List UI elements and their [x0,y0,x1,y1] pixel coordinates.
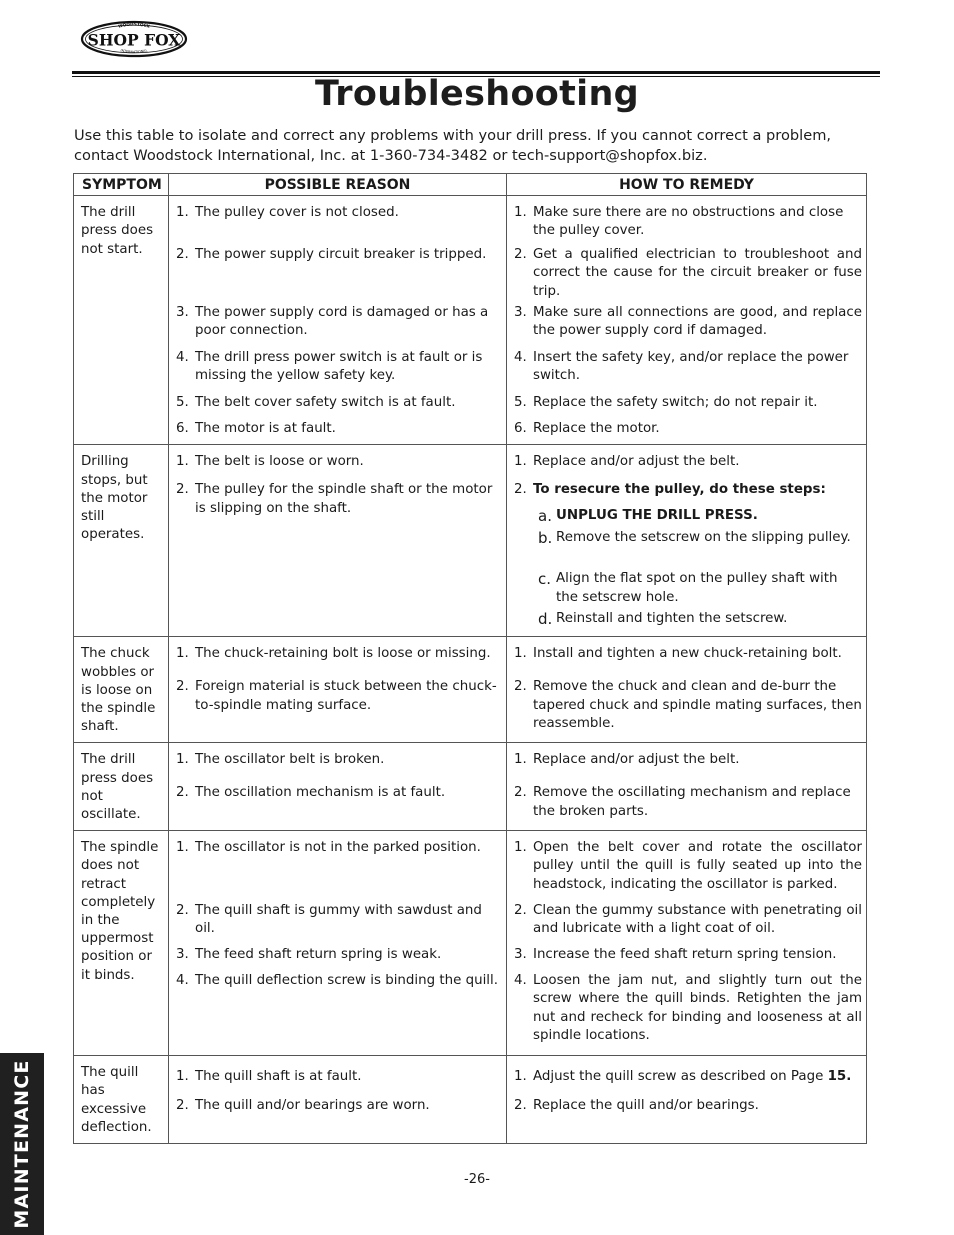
remedy-item [514,678,862,733]
step-item [538,570,862,610]
header-how-to-remedy: HOW TO REMEDY [507,174,867,196]
remedy-item [514,946,862,972]
item-text: The quill and/or bearings are worn. [195,1098,430,1114]
item-text: The power supply circuit breaker is tripped. [195,247,487,263]
item-text: To resecure the pulley, do these steps: [533,482,826,498]
item-number: 3. [514,305,527,321]
reason-item [176,453,502,481]
remedy-item [514,349,862,394]
remedy-item [514,453,862,481]
item-text: Get a qualified electrician to troubleshoot and correct the cause for the circuit breaker or fuse trip. [533,247,862,299]
reason-item [176,839,502,902]
reason-cell [169,196,507,445]
item-number: 1. [176,454,189,470]
item-number: 1. [514,205,527,221]
step-text: Remove the setscrew on the slipping pulley. [556,530,851,546]
item-text: The oscillator belt is broken. [195,752,385,768]
remedy-item [514,784,862,820]
item-text: The feed shaft return spring is weak. [195,947,442,963]
reason-item [176,946,502,972]
step-item [538,610,862,628]
step-letter: b. [538,529,553,548]
item-text: The pulley cover is not closed. [195,205,399,221]
item-text: The power supply cord is damaged or has a poor connection. [195,305,489,339]
remedy-item [514,1097,862,1115]
table-row [74,196,867,445]
table-header-row [74,174,867,196]
item-number: 3. [176,947,189,963]
item-number: 4. [514,973,527,989]
item-text: Make sure there are no obstructions and close the pulley cover. [533,205,844,239]
section-side-tab [0,1053,44,1235]
table-row [74,743,867,831]
remedy-item [514,304,862,349]
reason-item [176,1068,502,1097]
item-text: The oscillation mechanism is at fault. [195,785,446,801]
item-text: Replace and/or adjust the belt. [533,752,740,768]
item-text: Remove the chuck and clean and de-burr the tapered chuck and spindle mating surfaces, then reassemble. [533,679,862,731]
item-text: Remove the oscillating mechanism and replace the broken parts. [533,785,851,819]
reason-item [176,645,502,678]
item-text: The belt is loose or worn. [195,454,364,470]
item-text: The quill shaft is gummy with sawdust and oil. [195,903,482,937]
remedy-cell [507,831,867,1056]
side-tab-label: MAINTENANCE [11,1059,33,1229]
item-number: 2. [176,1098,189,1114]
item-number: 1. [514,752,527,768]
step-letter: c. [538,570,552,589]
symptom-cell: The drill press does not oscillate. [74,743,169,831]
symptom-cell: Drilling stops, but the motor still operates. [74,445,169,637]
table-row [74,445,867,637]
remedy-item [514,204,862,246]
item-number: 2. [514,903,527,919]
remedy-item [514,972,862,1045]
reason-item [176,246,502,304]
reason-item [176,204,502,246]
item-number: 2. [176,679,189,695]
item-number: 1. [176,205,189,221]
item-text: Clean the gummy substance with penetrating oil and lubricate with a light coat of oil. [533,903,862,937]
item-text: The quill shaft is at fault. [195,1069,362,1085]
item-text: Replace the quill and/or bearings. [533,1098,759,1114]
item-text: Adjust the quill screw as described on Page [533,1069,824,1085]
troubleshooting-table [73,173,867,1144]
reason-item [176,481,502,517]
symptom-cell: The drill press does not start. [74,196,169,445]
remedy-item [514,839,862,902]
remedy-item [514,1068,862,1097]
table-row [74,831,867,1056]
item-text: Make sure all connections are good, and replace the power supply cord if damaged. [533,305,862,339]
reason-item [176,420,502,438]
remedy-item [514,902,862,946]
reason-item [176,972,502,990]
remedy-item [514,246,862,304]
logo-brand-text: SHOP FOX [87,30,181,50]
reason-item [176,394,502,420]
header-symptom: SYMPTOM [74,174,169,196]
item-text: Increase the feed shaft return spring tension. [533,947,837,963]
table-row [74,1056,867,1144]
shop-fox-logo [80,18,188,60]
step-letter: d. [538,610,553,629]
item-number: 5. [176,395,189,411]
item-number: 2. [514,785,527,801]
symptom-cell: The quill has excessive deflection. [74,1056,169,1144]
item-number: 1. [514,646,527,662]
table-row [74,637,867,743]
item-number: 4. [514,350,527,366]
item-text: The motor is at fault. [195,421,336,437]
remedy-cell [507,196,867,445]
item-number: 5. [514,395,527,411]
remedy-cell [507,445,867,637]
reason-cell [169,445,507,637]
reason-cell [169,831,507,1056]
reason-item [176,1097,502,1115]
item-number: 3. [176,305,189,321]
item-number: 1. [176,1069,189,1085]
reason-item [176,902,502,946]
item-text: Loosen the jam nut, and slightly turn out the screw where the quill binds. Retighten the jam nut and recheck for binding and looseness at all spindle locations. [533,973,862,1043]
logo-top-arc: WOODSTOCK [117,21,151,29]
reason-cell [169,743,507,831]
item-number: 1. [514,840,527,856]
item-text: Replace the safety switch; do not repair it. [533,395,818,411]
reason-item [176,304,502,349]
item-text: Install and tighten a new chuck-retaining bolt. [533,646,842,662]
item-number: 2. [176,785,189,801]
remedy-item [514,645,862,678]
remedy-cell [507,1056,867,1144]
item-text: Replace the motor. [533,421,660,437]
reason-item [176,784,502,802]
reason-item [176,678,502,714]
item-text: The chuck-retaining bolt is loose or missing. [195,646,491,662]
logo-bottom-arc: INTERNATIONAL [120,48,148,55]
item-number: 1. [176,752,189,768]
item-number: 2. [514,482,527,498]
header-possible-reason: POSSIBLE REASON [169,174,507,196]
item-text: Replace and/or adjust the belt. [533,454,740,470]
page-number: -26- [464,1172,490,1187]
item-text: The quill deflection screw is binding the quill. [195,973,499,989]
reason-item [176,349,502,394]
remedy-item [514,394,862,420]
remedy-item [514,481,862,507]
remedy-cell [507,637,867,743]
item-text: Insert the safety key, and/or replace the power switch. [533,350,849,384]
item-number: 3. [514,947,527,963]
item-number: 6. [176,421,189,437]
item-number: 2. [176,903,189,919]
step-text: UNPLUG THE DRILL PRESS. [556,508,758,524]
item-text: The oscillator is not in the parked position. [195,840,481,856]
page-title: Troubleshooting [314,74,640,114]
item-text: Foreign material is stuck between the chuck-to-spindle mating surface. [195,679,497,713]
intro-paragraph: Use this table to isolate and correct any problems with your drill press. If you cannot correct a problem, contact Woodstock International, Inc. at 1-360-734-3482 or tech-support@shopfox.biz. [74,127,832,164]
step-item [538,529,862,570]
step-text: Align the flat spot on the pulley shaft with the setscrew hole. [556,571,838,605]
item-text: The drill press power switch is at fault or is missing the yellow safety key. [195,350,483,384]
item-number: 1. [514,454,527,470]
item-number: 1. [514,1069,527,1085]
remedy-item [514,420,862,438]
step-item [538,507,862,529]
item-number: 1. [176,840,189,856]
item-number: 2. [514,1098,527,1114]
reason-cell [169,637,507,743]
item-number: 1. [176,646,189,662]
symptom-cell: The spindle does not retract completely in the uppermost position or it binds. [74,831,169,1056]
item-text: Open the belt cover and rotate the oscillator pulley until the quill is fully seated up into the headstock, indicating the oscillator is parked. [533,840,862,892]
step-letter: a. [538,507,552,526]
item-text: The pulley for the spindle shaft or the motor is slipping on the shaft. [195,482,493,516]
item-number: 2. [176,482,189,498]
symptom-cell: The chuck wobbles or is loose on the spindle shaft. [74,637,169,743]
item-number: 4. [176,973,189,989]
item-number: 2. [176,247,189,263]
item-text: The belt cover safety switch is at fault. [195,395,456,411]
item-number: 4. [176,350,189,366]
step-text: Reinstall and tighten the setscrew. [556,611,788,627]
item-number: 6. [514,421,527,437]
remedy-cell [507,743,867,831]
reason-item [176,751,502,784]
item-number: 2. [514,679,527,695]
reason-cell [169,1056,507,1144]
item-number: 2. [514,247,527,263]
remedy-item [514,751,862,784]
page-reference: 15. [827,1069,852,1085]
